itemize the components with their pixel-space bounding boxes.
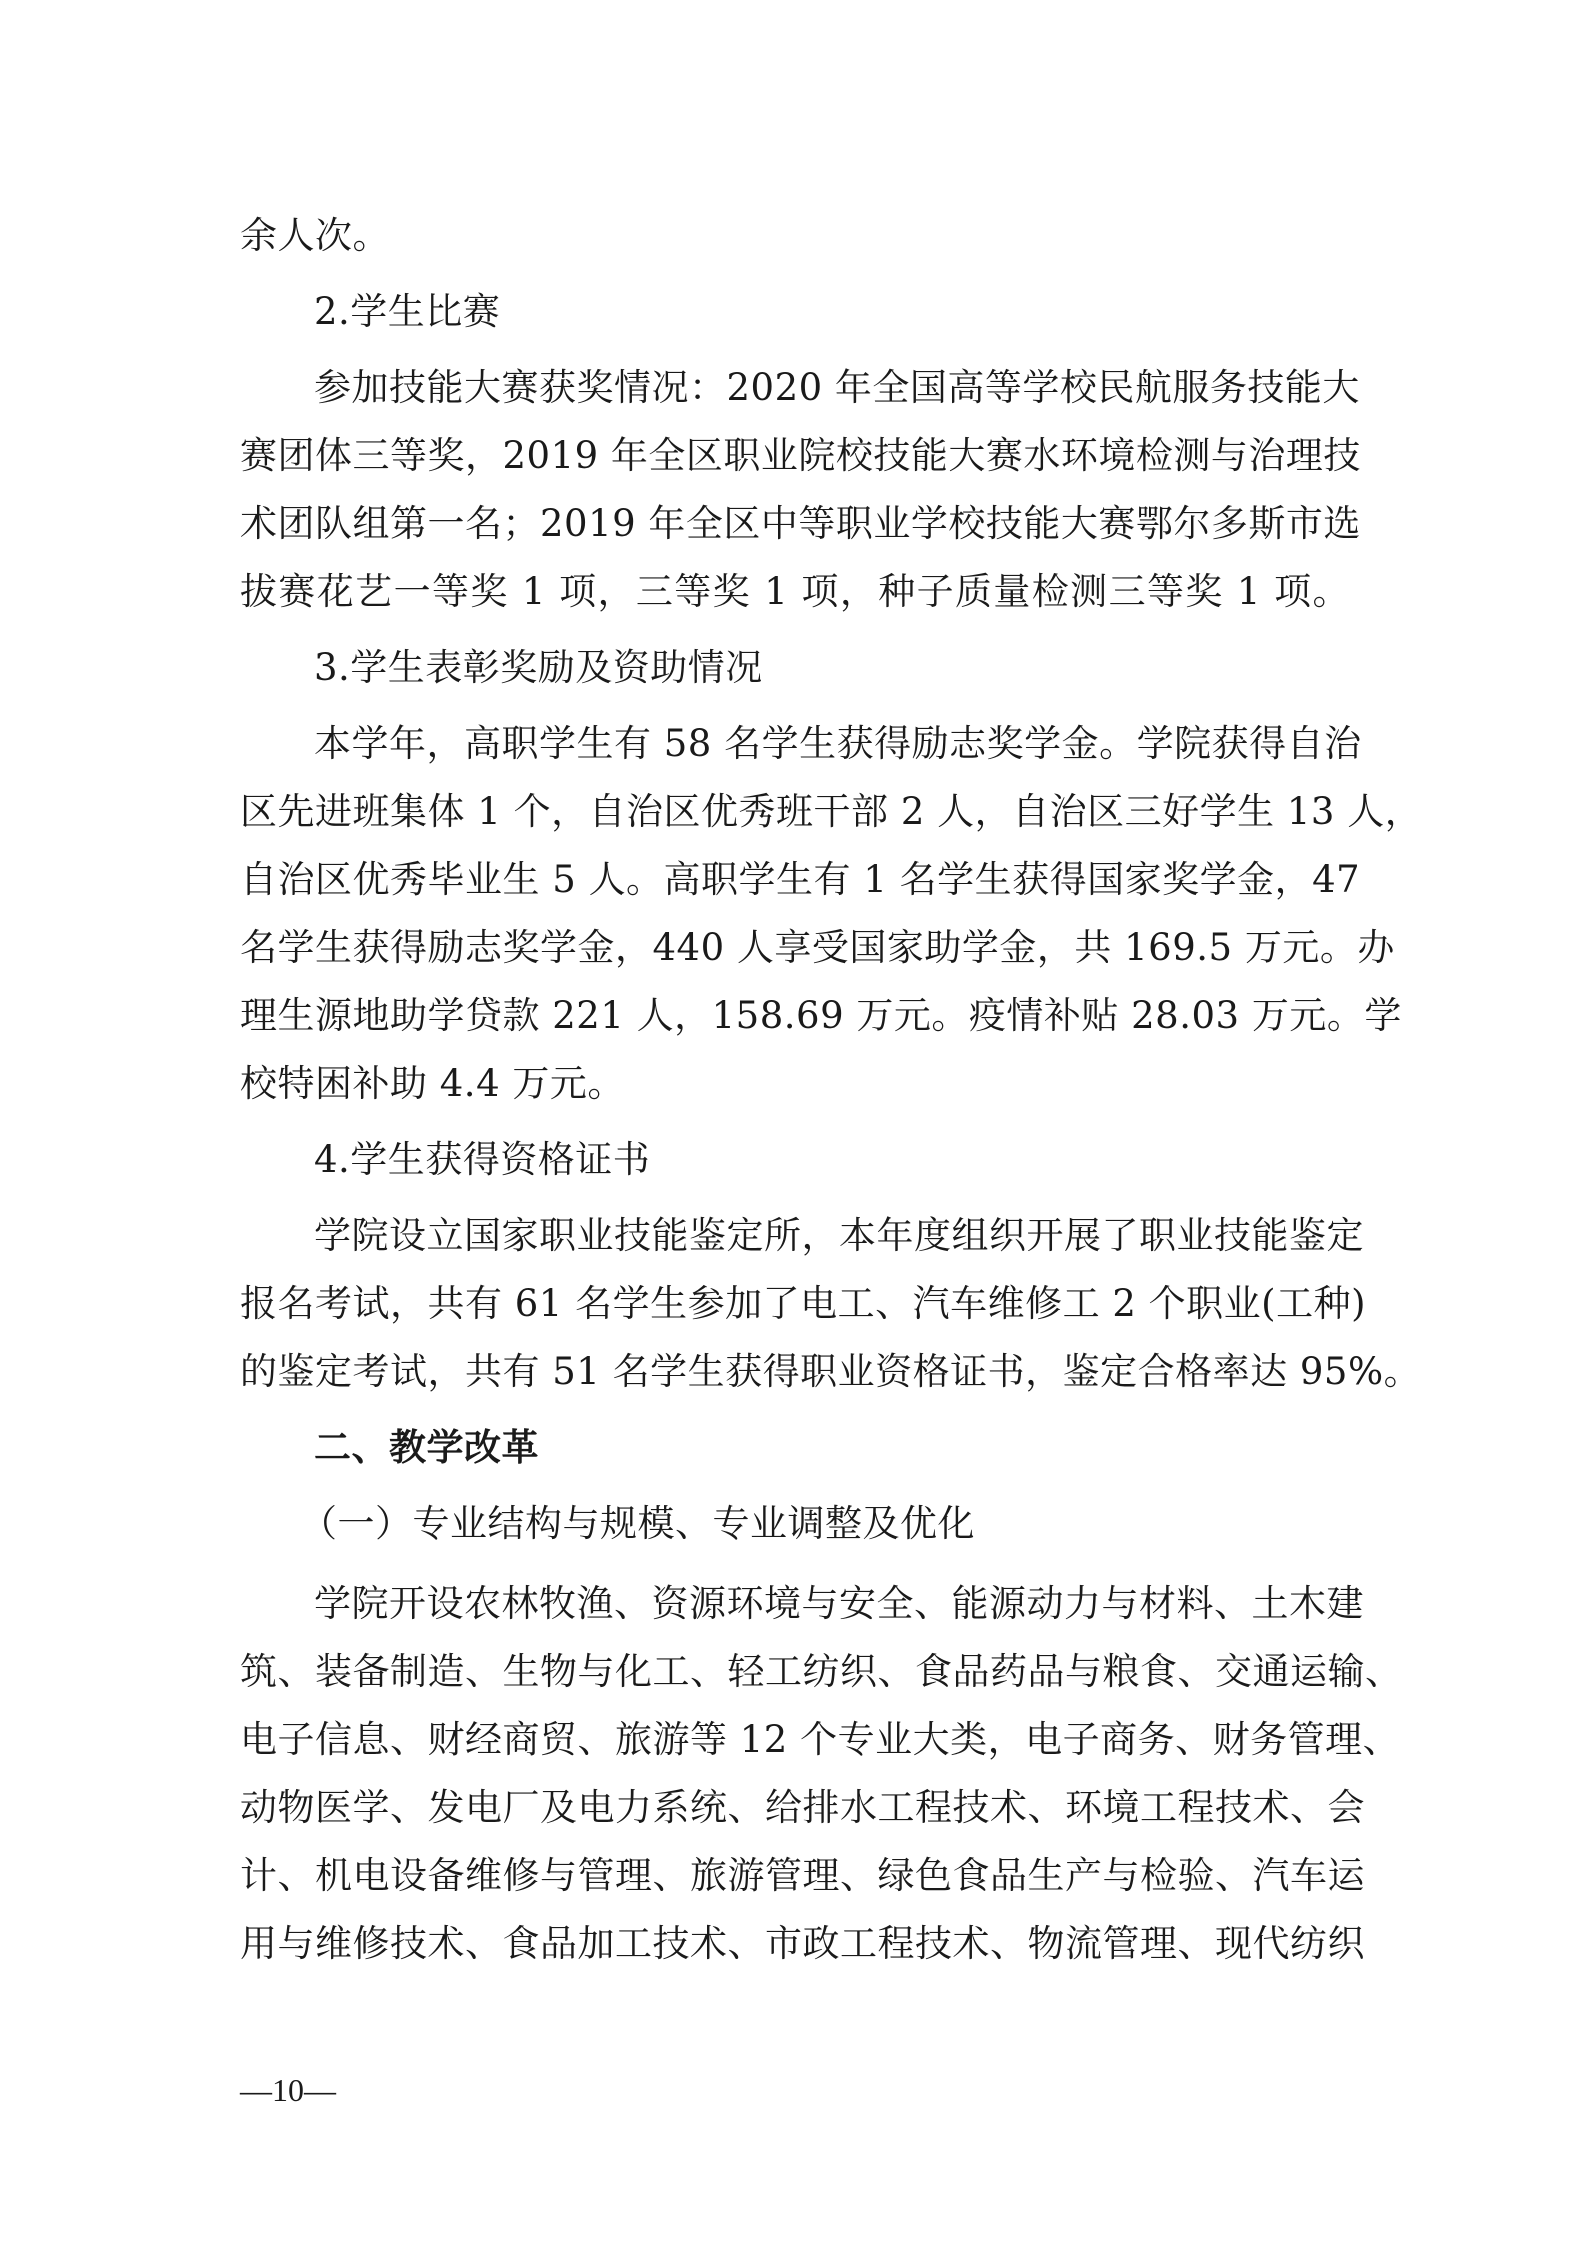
paragraph-line: 术团队组第一名；2019 年全区中等职业学校技能大赛鄂尔多斯市选 (240, 502, 1361, 545)
section-subheading: 2.学生比赛 (314, 290, 501, 333)
paragraph-line: 赛团体三等奖，2019 年全区职业院校技能大赛水环境检测与治理技 (240, 434, 1361, 477)
paragraph-line: 参加技能大赛获奖情况：2020 年全国高等学校民航服务技能大 (314, 366, 1360, 409)
section-subheading: 3.学生表彰奖励及资助情况 (314, 646, 763, 689)
paragraph-line: 报名考试，共有 61 名学生参加了电工、汽车维修工 2 个职业(工种) (240, 1282, 1367, 1325)
paragraph-line: 电子信息、财经商贸、旅游等 12 个专业大类，电子商务、财务管理、 (240, 1718, 1401, 1761)
paragraph-line: 余人次。 (240, 214, 390, 257)
page-number: —10— (240, 2072, 336, 2108)
paragraph-line: 名学生获得励志奖学金，440 人享受国家助学金，共 169.5 万元。办 (240, 926, 1395, 969)
paragraph-line: 学院设立国家职业技能鉴定所，本年度组织开展了职业技能鉴定 (314, 1214, 1364, 1257)
paragraph-line: 动物医学、发电厂及电力系统、给排水工程技术、环境工程技术、会 (240, 1786, 1365, 1829)
paragraph-line: 筑、装备制造、生物与化工、轻工纺织、食品药品与粮食、交通运输、 (240, 1650, 1403, 1693)
paragraph-line: 自治区优秀毕业生 5 人。高职学生有 1 名学生获得国家奖学金，47 (240, 858, 1361, 901)
paragraph-line: 计、机电设备维修与管理、旅游管理、绿色食品生产与检验、汽车运 (240, 1854, 1365, 1897)
paragraph-line: 用与维修技术、食品加工技术、市政工程技术、物流管理、现代纺织 (240, 1922, 1365, 1965)
paragraph-line: 理生源地助学贷款 221 人，158.69 万元。疫情补贴 28.03 万元。学 (240, 994, 1402, 1037)
paragraph-line: 学院开设农林牧渔、资源环境与安全、能源动力与材料、土木建 (314, 1582, 1364, 1625)
paragraph-line: 的鉴定考试，共有 51 名学生获得职业资格证书，鉴定合格率达 95%。 (240, 1350, 1422, 1393)
paragraph-line: 本学年，高职学生有 58 名学生获得励志奖学金。学院获得自治 (314, 722, 1362, 765)
paragraph-line: 校特困补助 4.4 万元。 (240, 1062, 625, 1105)
section-heading: 二、教学改革 (314, 1426, 539, 1469)
section-subheading: 4.学生获得资格证书 (314, 1138, 651, 1181)
paragraph-line: 区先进班集体 1 个，自治区优秀班干部 2 人，自治区三好学生 13 人， (240, 790, 1423, 833)
paragraph-line: 拔赛花艺一等奖 1 项，三等奖 1 项，种子质量检测三等奖 1 项。 (240, 570, 1350, 613)
subsection-heading: （一）专业结构与规模、专业调整及优化 (300, 1502, 975, 1545)
